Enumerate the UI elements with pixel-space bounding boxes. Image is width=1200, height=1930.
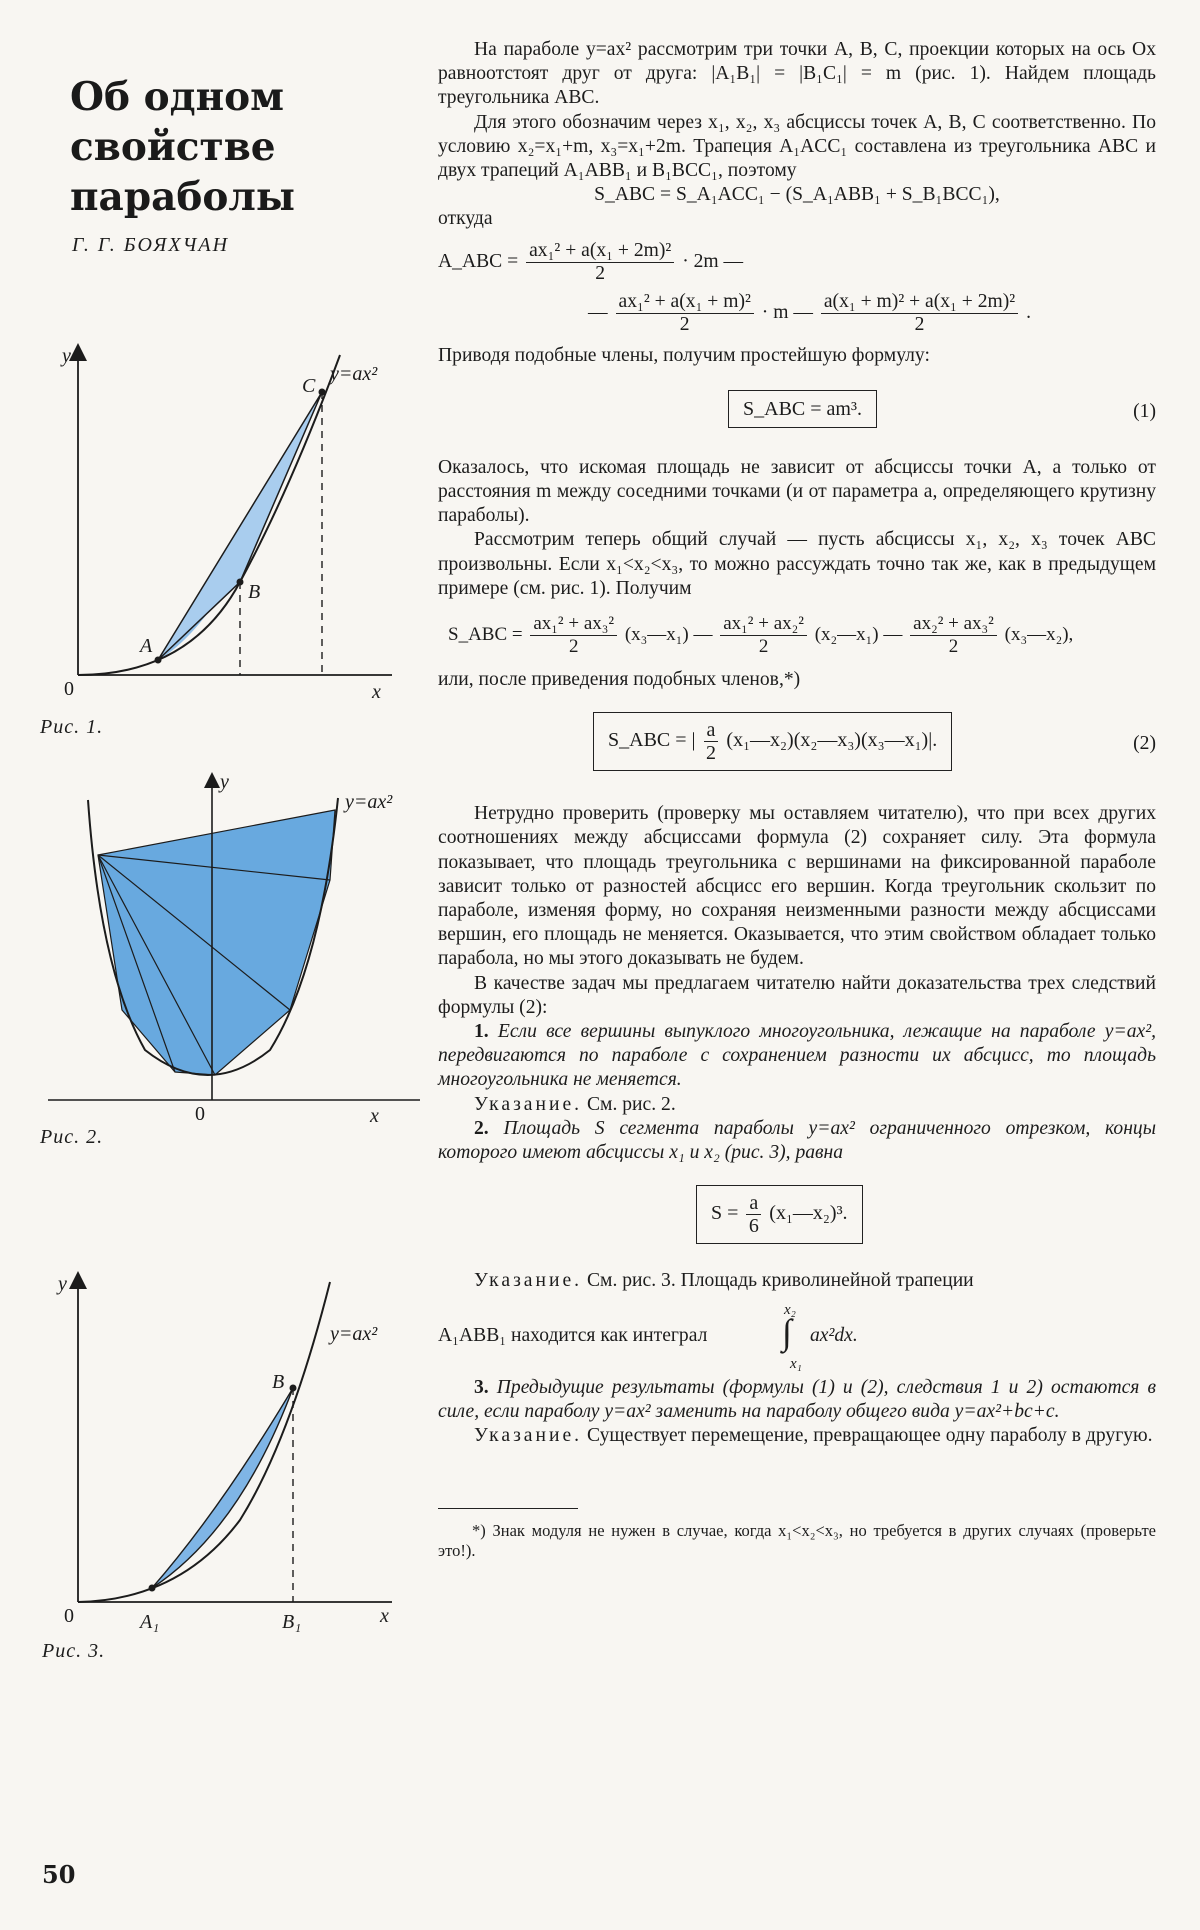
corollary-1-text: Если все вершины выпуклого многоугольника, лежащие на параболе y=ax², передвигаются по параболе с сохранением разности их абсцисс, то площадь многоугольника не меняется. [438,1021,1156,1091]
paragraph-3: Приводя подобные члены, получим простейшую формулу: [438,344,930,366]
article-title [70,72,295,222]
fig1-parabola [78,355,340,675]
title-line-1: Об одном [70,74,285,120]
fig3-segment [152,1388,293,1588]
article-body [438,38,1156,1561]
fig1-point-a [155,657,162,664]
corollary-2-text: Площадь S сегмента параболы y=ax² ограниченного отрезком, концы которого имеют абсциссы x₁ и x₂ (рис. 3), равна [438,1117,1156,1164]
fraction-1 [526,240,674,285]
formula-general-mul-2: (x₂—x₁) — [814,623,903,645]
formula-general-mul-1: (x₃—x₁) — [624,623,713,645]
fraction-2-denominator: 2 [679,313,690,335]
page-number: 50 [42,1860,76,1889]
formula-3-box [696,1185,863,1244]
hint-1 [438,1093,1156,1117]
fig2-y-label: y [220,771,229,793]
author-name: Г. Г. БОЯХЧАН [72,234,230,256]
hint-1-label: Указание. [474,1093,583,1115]
fraction-3 [821,291,1018,336]
formula-2-denominator: 2 [705,742,716,765]
fraction-2 [616,291,754,336]
fig3-label-b1: B₁ [282,1611,302,1633]
hint-2-integral-line [438,1298,1156,1370]
formula-2-lhs: S_ABC = | [608,729,696,752]
fig1-origin: 0 [64,678,74,700]
fig2-curve-label: y=ax² [345,791,393,813]
fig2-x-label: x [370,1105,379,1127]
fig1-point-c [319,389,326,396]
formula-expansion-lhs: A_ABC = [438,250,519,272]
hint-2-text: См. рис. 3. Площадь криволинейной трапеции [586,1270,974,1292]
formula-area-sum: S_ABC = S_A₁ACC₁ − (S_A₁ABB₁ + S_B₁BCC₁), [594,184,1000,206]
corollary-2 [438,1117,1156,1165]
fraction-3-denominator: 2 [914,313,925,335]
formula-3-row [438,1179,1156,1255]
fig1-label-a: A [140,635,153,657]
formula-3-numerator: a [746,1192,761,1215]
figure-1-caption: Рис. 1. [40,716,104,738]
fig1-x-label: x [372,681,381,703]
fig3-parabola [78,1282,330,1602]
figure-3-caption: Рис. 3. [42,1640,106,1662]
equation-number-2: (2) [1133,733,1156,755]
fig1-point-b [237,579,244,586]
paragraph-1: На параболе y=ax² рассмотрим три точки A, B, C, проекции которых на ось Ox равноотстоят друг от друга: |A₁B₁| = |B₁C₁| = m (рис. 1). Найдем площадь треугольника ABC. [438,39,1156,109]
formula-3-denominator: 6 [748,1215,759,1238]
fraction-gen-3 [910,613,997,658]
title-line-2: свойстве [70,124,276,170]
formula-general [448,613,1156,658]
formula-2-numerator: a [704,719,719,742]
figure-1 [40,340,430,710]
equation-number-1: (1) [1133,400,1156,422]
paragraph-4: Оказалось, что искомая площадь не зависит от абсциссы точки A, а только от расстояния m между соседними точками (и от параметра a, определяющего крутизну параболы). [438,456,1156,527]
formula-minus-sign: — [588,301,608,323]
corollary-2-number: 2. [474,1117,489,1139]
fraction-1-denominator: 2 [595,262,606,284]
fraction-gen-1 [530,613,617,658]
fraction-gen-3-denominator: 2 [948,636,959,658]
footnote: *) Знак модуля не нужен в случае, когда x₁<x₂<x₃, но требуется в других случаях (проверьте это!). [438,1521,1156,1561]
formula-1-row [438,382,1156,442]
fig3-origin: 0 [64,1605,74,1627]
paragraph-7: Нетрудно проверить (проверку мы оставляем читателю), что при всех других соотношениях между абсциссами формула (2) сохраняет силу. Эта формула показывает, что площадь треугольника с вершинами на фиксированной параболе зависит только от разностей абсцисс его вершин. Когда треугольник скользит по параболе, изменяя форму, но сохраняя неизменными разности между абсциссами вершин, его площадь не меняется. Оказывается, что этим свойством обладает только парабола, но мы этого доказывать не будем. [438,803,1156,970]
corollary-3-text: Предыдущие результаты (формулы (1) и (2), следствия 1 и 2) остаются в силе, если параболу y=ax² заменить на параболу общего вида y=ax²+bc+c. [438,1376,1156,1422]
fig2-origin: 0 [195,1103,205,1125]
integral-upper-limit: x₂ [784,1301,796,1318]
hint-3 [438,1424,1156,1448]
fraction-2-numerator: ax₁² + a(x₁ + m)² [616,291,754,314]
corollary-3 [438,1376,1156,1424]
paragraph-8: В качестве задач мы предлагаем читателю найти доказательства трех следствий формулы (2): [438,972,1156,1018]
paragraph-2: Для этого обозначим через x₁, x₂, x₃ абсциссы точек A, B, C соответственно. По условию x₂=x₁+m, x₃=x₁+2m. Трапеция A₁ACC₁ составлена из треугольника ABC и двух трапеций A₁ABB₁ и B₁BCC₁, поэтому [438,111,1156,182]
paragraph-6: или, после приведения подобных членов,*) [438,669,801,691]
figure-2-caption: Рис. 2. [40,1126,104,1148]
word-whence: откуда [438,208,493,230]
integrand: ax²dx. [810,1324,858,1346]
paragraph-5: Рассмотрим теперь общий случай — пусть абсциссы x₁, x₂, x₃ точек ABC произвольны. Если x₁<x₂<x₃, то можно рассуждать точно так же, как в предыдущем примере (см. рис. 1). Получим [438,529,1156,599]
formula-3-lhs: S = [711,1202,739,1225]
corollary-1 [438,1020,1156,1093]
integral-sign: ∫ [782,1311,792,1352]
formula-2-fraction [704,719,719,764]
fig1-triangle [158,392,322,660]
hint-3-label: Указание. [474,1424,583,1446]
fig3-y-label: y [58,1273,67,1295]
formula-expansion-line-1 [438,240,1156,285]
formula-general-lhs: S_ABC = [448,623,523,645]
formula-expansion-line-2 [438,291,1156,336]
fraction-3-numerator: a(x₁ + m)² + a(x₁ + 2m)² [821,291,1018,314]
title-line-3: параболы [70,174,295,220]
figure-2 [40,770,430,1130]
formula-2-rhs: (x₁—x₂)(x₂—x₃)(x₃—x₁)|. [726,729,938,752]
figure-3 [40,1270,430,1650]
fig2-polygon [98,810,335,1075]
corollary-1-number: 1. [474,1021,489,1043]
left-column [0,0,430,1930]
integral-lower-limit: x₁ [790,1355,802,1372]
fraction-gen-2 [720,613,807,658]
fraction-gen-1-numerator: ax₁² + ax₃² [530,613,617,636]
fraction-gen-3-numerator: ax₂² + ax₃² [910,613,997,636]
fig1-label-b: B [248,581,261,603]
fraction-gen-2-denominator: 2 [758,636,769,658]
formula-3-fraction [746,1192,761,1237]
hint-2 [438,1269,1156,1293]
hint-2-label: Указание. [474,1270,583,1292]
formula-expansion-mul-2: · m — [761,301,813,323]
fig1-y-label: y [62,345,71,367]
formula-expansion-mul-1: · 2m — [682,250,744,272]
fig1-curve-label: y=ax² [330,363,378,385]
fig3-x-label: x [380,1605,389,1627]
corollary-3-number: 3. [474,1376,489,1398]
fraction-gen-2-numerator: ax₁² + ax₂² [720,613,807,636]
fig3-curve-label: y=ax² [330,1323,378,1345]
formula-2-box [593,712,952,771]
formula-1-box: S_ABC = am³. [728,390,877,428]
fig3-label-b: B [272,1371,285,1393]
fig3-label-a1: A₁ [140,1611,160,1633]
formula-3-rhs: (x₁—x₂)³. [769,1202,848,1225]
footnote-divider [438,1508,578,1509]
fig3-point-a [149,1585,156,1592]
fig3-point-b [290,1385,297,1392]
fig1-label-c: C [302,375,316,397]
hint-2-text-b: A₁ABB₁ находится как интеграл [438,1324,708,1346]
formula-2-row [438,706,1156,784]
fraction-gen-1-denominator: 2 [568,636,579,658]
hint-1-text: См. рис. 2. [586,1093,676,1115]
hint-3-text: Существует перемещение, превращающее одну параболу в другую. [586,1424,1153,1446]
formula-expansion-end: . [1026,301,1031,323]
formula-general-mul-3: (x₃—x₂), [1004,623,1074,645]
fraction-1-numerator: ax₁² + a(x₁ + 2m)² [526,240,674,263]
